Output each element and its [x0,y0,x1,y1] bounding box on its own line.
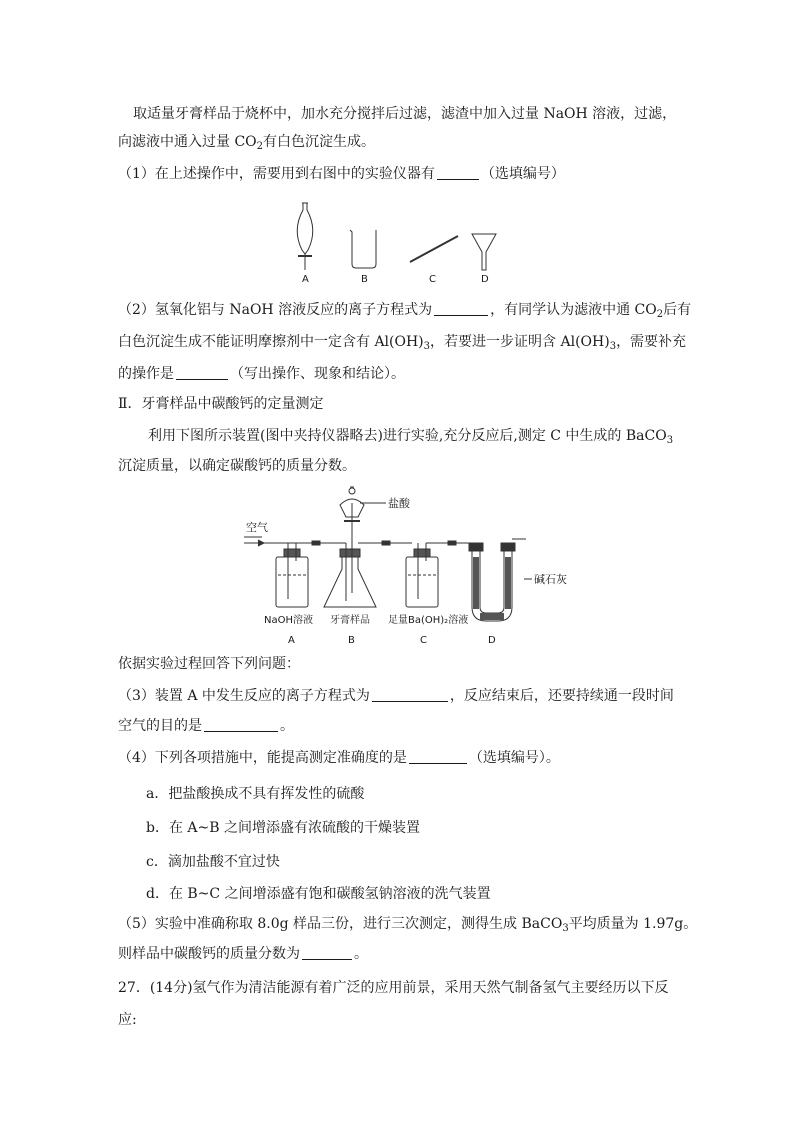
option-a: a．把盐酸换成不具有挥发性的硫酸 [146,786,365,802]
question-4: （4）下列各项措施中，能提高测定准确度的是 （选填编号）。 [118,750,560,766]
apparatus-figure-2 [236,483,576,648]
label-soda-lime: 碱石灰 [534,573,567,586]
section-2-heading: Ⅱ．牙膏样品中碳酸钙的定量测定 [118,396,324,412]
question-2-line-1: （2）氢氧化铝与 NaOH 溶液反应的离子方程式为 ，有同学认为滤液中通 $CO_2$后有 [118,302,692,320]
apparatus-figure-1 [290,200,500,288]
fig2-letter-a: A [288,635,295,646]
label-air: 空气 [246,521,268,534]
label-naoh-solution: NaOH溶液 [264,615,313,626]
label-hydrochloric-acid: 盐酸 [388,497,410,510]
answer-blank [372,687,448,702]
option-c: c．滴加盐酸不宜过快 [146,854,280,870]
question-5-line-1: （5）实验中准确称取 8.0g 样品三份，进行三次测定，测得生成 BaCO$_3$平均质量为 1.97g。 [118,916,698,934]
answer-blank [434,301,488,316]
fig2-letter-b: B [348,635,355,646]
fig1-label-a: A [302,274,309,285]
fig1-label-b: B [361,274,368,285]
section-2-para-line-2: 沉淀质量，以确定碳酸钙的质量分数。 [118,458,356,474]
question-2-line-2: 白色沉淀生成不能证明摩擦剂中一定含有 $Al(OH)_3$，若要进一步证明含 $Al(OH)_3$，需要补充 [118,334,687,352]
question-27-line-1: 27．(14分)氢气作为清洁能源有着广泛的应用前景，采用天然气制备氢气主要经历以下反 [118,980,669,996]
question-1: （1）在上述操作中，需要用到右图中的实验仪器有 （选填编号） [118,166,565,182]
answer-blank [176,365,228,380]
question-5-line-2: 则样品中碳酸钙的质量分数为 。 [118,946,368,962]
fig2-letter-c: C [420,635,427,646]
answer-blank [409,749,467,764]
question-27-line-2: 应: [118,1012,137,1028]
question-3-line-1: （3）装置 A 中发生反应的离子方程式为 ，反应结束后，还要持续通一段时间 [118,688,674,704]
section-2-para-line-1: 利用下图所示装置(图中夹持仪器略去)进行实验,充分反应后,测定 C 中生成的 BaCO$_3$ [148,428,674,446]
option-d: d．在 B~C 之间增添盛有饱和碳酸氢钠溶液的洗气装置 [146,886,491,902]
question-3-line-2: 空气的目的是 。 [118,718,294,734]
fig2-letter-d: D [488,635,496,646]
intro-line-2: 向滤液中通入过量 $CO_2$有白色沉淀生成。 [118,134,376,152]
intro-line-1: 取适量牙膏样品于烧杯中，加水充分搅拌后过滤，滤渣中加入过量 NaOH 溶液，过滤， [133,106,677,122]
fig1-label-d: D [481,274,489,285]
label-baoh2-solution: 足量Ba(OH)₂溶液 [388,615,469,626]
answer-blank [302,945,352,960]
answer-blank [204,717,278,732]
question-2-line-3: 的操作是 （写出操作、现象和结论）。 [118,366,405,382]
option-b: b．在 A~B 之间增添盛有浓硫酸的干燥装置 [146,820,420,836]
label-toothpaste-sample: 牙膏样品 [330,615,370,626]
answer-blank [437,165,479,180]
fig1-label-c: C [429,274,436,285]
answer-intro: 依据实验过程回答下列问题： [118,656,300,672]
